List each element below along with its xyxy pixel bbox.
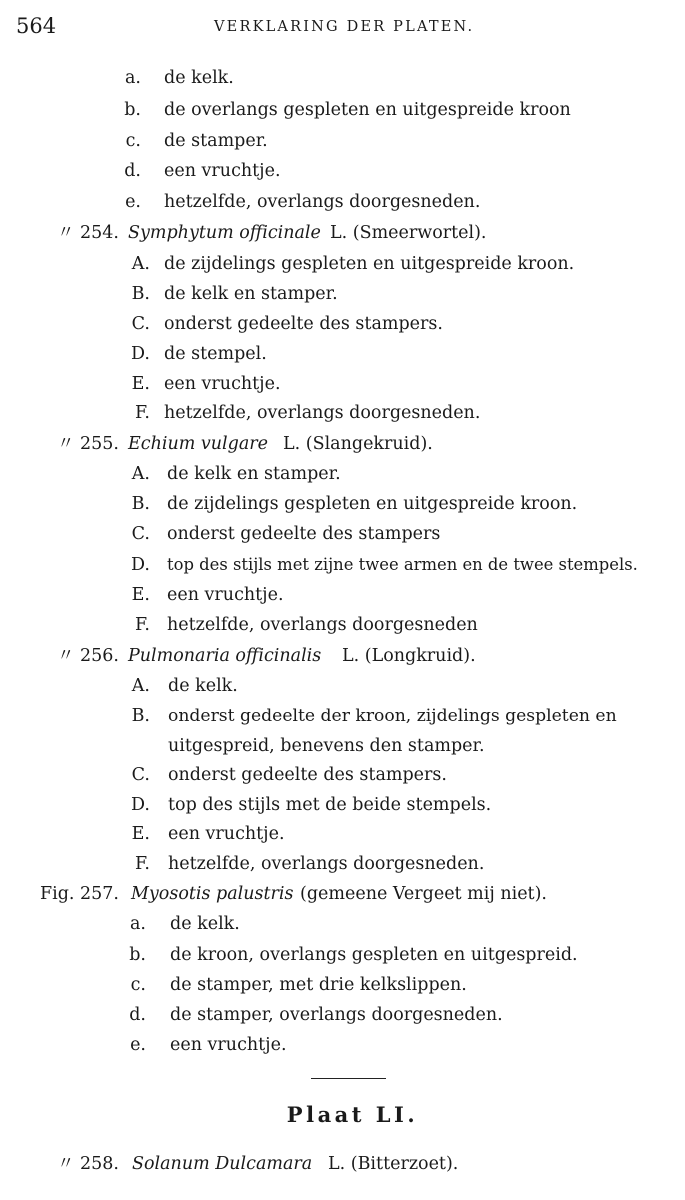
- species-name: Solanum Dulcamara: [132, 1154, 313, 1174]
- figure-number: 〃 258.: [56, 1154, 119, 1174]
- plate-title: Plaat LI.: [286, 1102, 419, 1127]
- figure-number: 〃 256.: [56, 646, 119, 666]
- species-name: Echium vulgare: [128, 434, 268, 454]
- figure-number: 〃 255.: [56, 434, 119, 454]
- page-number: 564: [16, 14, 57, 38]
- running-title: VERKLARING DER PLATEN.: [214, 19, 475, 35]
- species-rest: (gemeene Vergeet mij niet).: [300, 884, 547, 904]
- species-name: Pulmonaria officinalis: [128, 646, 322, 666]
- figure-number: 〃 254.: [56, 223, 119, 243]
- species-rest: L. (Bitterzoet).: [328, 1154, 459, 1174]
- species-rest: L. (Smeerwortel).: [330, 223, 487, 243]
- species-name: Myosotis palustris: [131, 884, 294, 904]
- section-divider: [311, 1078, 386, 1079]
- figure-number: Fig. 257.: [39, 884, 119, 904]
- species-name: Symphytum officinale: [128, 223, 321, 243]
- species-rest: L. (Longkruid).: [342, 646, 476, 666]
- species-rest: L. (Slangekruid).: [283, 434, 433, 454]
